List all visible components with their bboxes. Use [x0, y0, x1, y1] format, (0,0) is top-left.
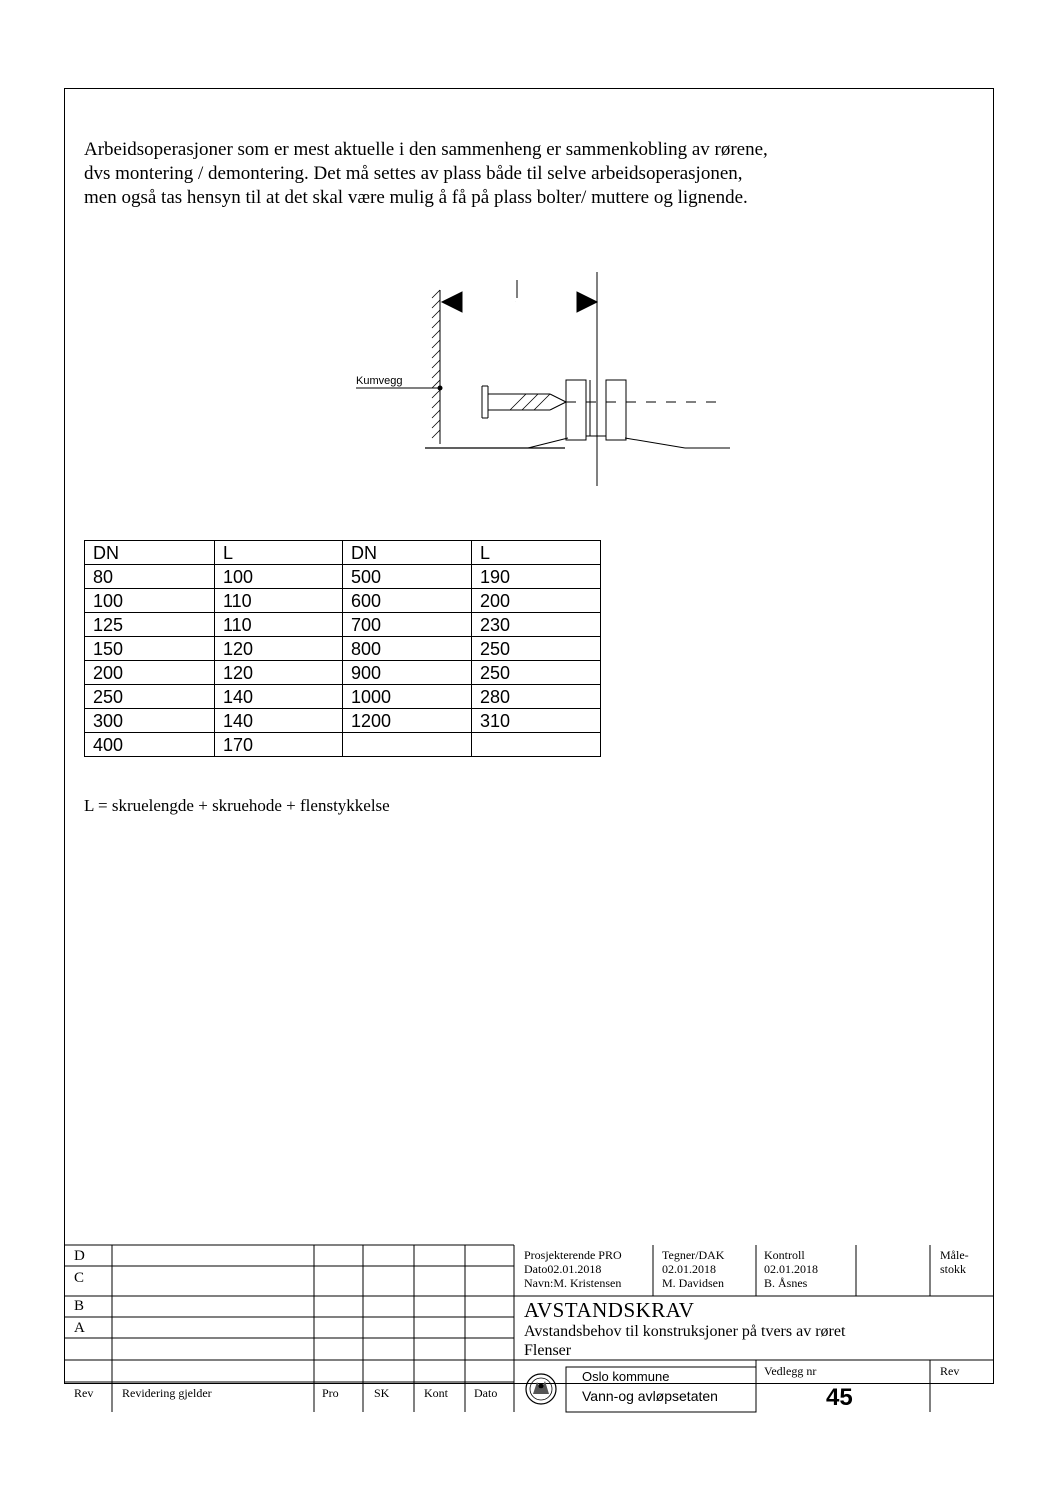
- prosjekt-name: Navn:M. Kristensen: [524, 1276, 622, 1290]
- table-cell: 800: [343, 637, 472, 661]
- table-cell: 280: [472, 685, 601, 709]
- header-cell: DN: [343, 541, 472, 565]
- tegner-cell: [662, 1248, 724, 1290]
- table-cell: 140: [215, 709, 343, 733]
- table-cell: 80: [85, 565, 215, 589]
- col-sk: SK: [374, 1386, 390, 1400]
- table-cell: 600: [343, 589, 472, 613]
- table-cell: 250: [472, 661, 601, 685]
- formula-text: L = skruelengde + skruehode + flenstykkelse: [84, 796, 390, 815]
- intro-line: dvs montering / demontering. Det må settes av plass både til selve arbeidsoperasjonen,: [84, 163, 743, 184]
- table-cell: 1200: [343, 709, 472, 733]
- kontroll-date: 02.01.2018: [764, 1262, 818, 1276]
- table-cell: 250: [472, 637, 601, 661]
- kontroll-role: Kontroll: [764, 1248, 805, 1262]
- table-cell: 110: [215, 613, 343, 637]
- table-cell: 100: [85, 589, 215, 613]
- table-cell: 500: [343, 565, 472, 589]
- intro-line: men også tas hensyn til at det skal være mulig å få på plass bolter/ muttere og lignende.: [84, 187, 748, 208]
- table-cell: 310: [472, 709, 601, 733]
- tegner-date: 02.01.2018: [662, 1262, 716, 1276]
- rev-letter-a: A: [74, 1320, 85, 1336]
- malestokk-line1: Måle-: [940, 1248, 969, 1262]
- tegner-role: Tegner/DAK: [662, 1248, 725, 1262]
- malestokk-cell: [940, 1248, 969, 1276]
- malestokk-line2: stokk: [940, 1262, 967, 1276]
- table-cell: 230: [472, 613, 601, 637]
- header-cell: L: [215, 541, 343, 565]
- drawing-subtitle-2: Flenser: [524, 1342, 572, 1359]
- org-department: Vann-og avløpsetaten: [582, 1388, 718, 1404]
- col-kont: Kont: [424, 1386, 448, 1400]
- table-cell: 200: [85, 661, 215, 685]
- rev-label: Rev: [940, 1364, 960, 1378]
- col-dato: Dato: [474, 1386, 498, 1400]
- col-revidering: Revidering gjelder: [122, 1386, 212, 1400]
- kontroll-name: B. Åsnes: [764, 1276, 808, 1290]
- table-cell: 200: [472, 589, 601, 613]
- vedlegg-label: Vedlegg nr: [764, 1364, 817, 1378]
- prosjekt-cell: [524, 1248, 622, 1290]
- table-cell: 120: [215, 637, 343, 661]
- table-cell: 170: [215, 733, 343, 757]
- drawing-subtitle: Avstandsbehov til konstruksjoner på tvers av røret: [524, 1323, 846, 1340]
- table-cell: 120: [215, 661, 343, 685]
- drawing-title: AVSTANDSKRAV: [524, 1298, 695, 1322]
- header-cell: L: [472, 541, 601, 565]
- table-cell: 140: [215, 685, 343, 709]
- prosjekt-role: Prosjekterende PRO: [524, 1248, 622, 1262]
- org-name: Oslo kommune: [582, 1369, 670, 1384]
- intro-line: Arbeidsoperasjoner som er mest aktuelle i den sammenheng er sammenkobling av rørene,: [84, 139, 768, 160]
- table-cell: 110: [215, 589, 343, 613]
- vedlegg-number: 45: [826, 1384, 853, 1411]
- wall-label: Kumvegg: [356, 375, 403, 387]
- table-cell: 1000: [343, 685, 472, 709]
- rev-letter-d: D: [74, 1248, 85, 1264]
- header-cell: DN: [85, 541, 215, 565]
- col-pro: Pro: [322, 1386, 339, 1400]
- table-cell: 900: [343, 661, 472, 685]
- table-cell: 100: [215, 565, 343, 589]
- table-cell: 300: [85, 709, 215, 733]
- rev-letter-b: B: [74, 1298, 85, 1314]
- kontroll-cell: [764, 1248, 818, 1290]
- table-cell: 190: [472, 565, 601, 589]
- prosjekt-date: Dato02.01.2018: [524, 1262, 602, 1276]
- rev-letter-c: C: [74, 1270, 85, 1286]
- table-cell: 150: [85, 637, 215, 661]
- table-cell: 125: [85, 613, 215, 637]
- table-cell: 700: [343, 613, 472, 637]
- table-cell: 400: [85, 733, 215, 757]
- table-cell: 250: [85, 685, 215, 709]
- dimension-label: l: [515, 302, 516, 303]
- col-rev: Rev: [74, 1386, 94, 1400]
- oslo-seal-logo: [526, 1374, 556, 1404]
- tegner-name: M. Davidsen: [662, 1276, 724, 1290]
